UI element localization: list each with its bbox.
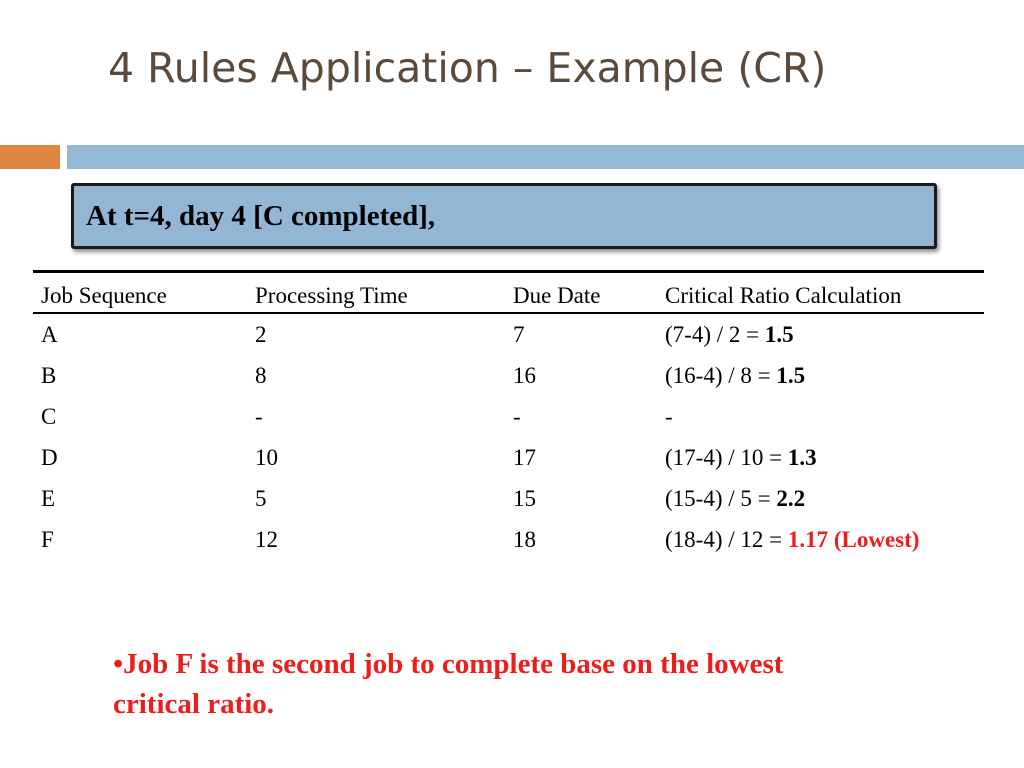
cell-time: 10 [255,445,278,470]
cell-due: 17 [513,445,536,470]
critical-ratio-table [33,270,984,560]
cell-time: 2 [255,322,267,347]
cell-job: C [41,404,57,429]
conclusion-text: Job F is the second job to complete base on the lowest critical ratio. [113,648,784,720]
table-row [33,437,984,478]
table-header-row [33,272,984,314]
cell-calc [657,355,984,396]
cell-time: 5 [255,486,267,511]
header-critical-ratio: Critical Ratio Calculation [657,272,984,314]
conclusion-note [113,644,873,724]
calc-result: 2.2 [776,486,806,511]
lowest-ratio-highlight: 1.17 (Lowest) [787,527,920,552]
cell-job: A [41,322,58,347]
blue-accent-bar [67,145,1024,169]
cell-calc [657,437,984,478]
calc-expression: (17-4) / 10 = [665,445,788,470]
header-due-date: Due Date [505,272,657,314]
calc-result: 1.5 [776,363,806,388]
calc-expression: (18-4) / 12 = [665,527,788,552]
cell-calc [657,396,984,437]
bullet-glyph: • [113,648,124,680]
cell-due: 7 [513,322,525,347]
calc-result: 1.3 [787,445,817,470]
cell-calc [657,478,984,519]
cell-due: - [513,404,521,429]
time-banner [71,183,937,249]
table-row [33,519,984,560]
cell-job: B [41,363,57,388]
slide-title: 4 Rules Application – Example (CR) [108,44,827,92]
cell-time: 12 [255,527,278,552]
cell-time: 8 [255,363,267,388]
table-row [33,355,984,396]
header-processing-time: Processing Time [247,272,505,314]
cell-due: 16 [513,363,536,388]
calc-expression: - [665,404,673,429]
table-row [33,396,984,437]
calc-expression: (7-4) / 2 = [665,322,765,347]
cell-job: E [41,486,56,511]
cell-job: D [41,445,58,470]
cell-due: 18 [513,527,536,552]
header-job-sequence: Job Sequence [33,272,247,314]
calc-expression: (15-4) / 5 = [665,486,777,511]
table-row [33,478,984,519]
cell-due: 15 [513,486,536,511]
calc-expression: (16-4) / 8 = [665,363,777,388]
cell-time: - [255,404,263,429]
banner-text: At t=4, day 4 [C completed], [86,200,436,232]
cell-calc [657,313,984,355]
calc-result: 1.5 [764,322,794,347]
orange-accent-bar [0,145,60,169]
cell-job: F [41,527,54,552]
cell-calc [657,519,984,560]
table-row [33,313,984,355]
